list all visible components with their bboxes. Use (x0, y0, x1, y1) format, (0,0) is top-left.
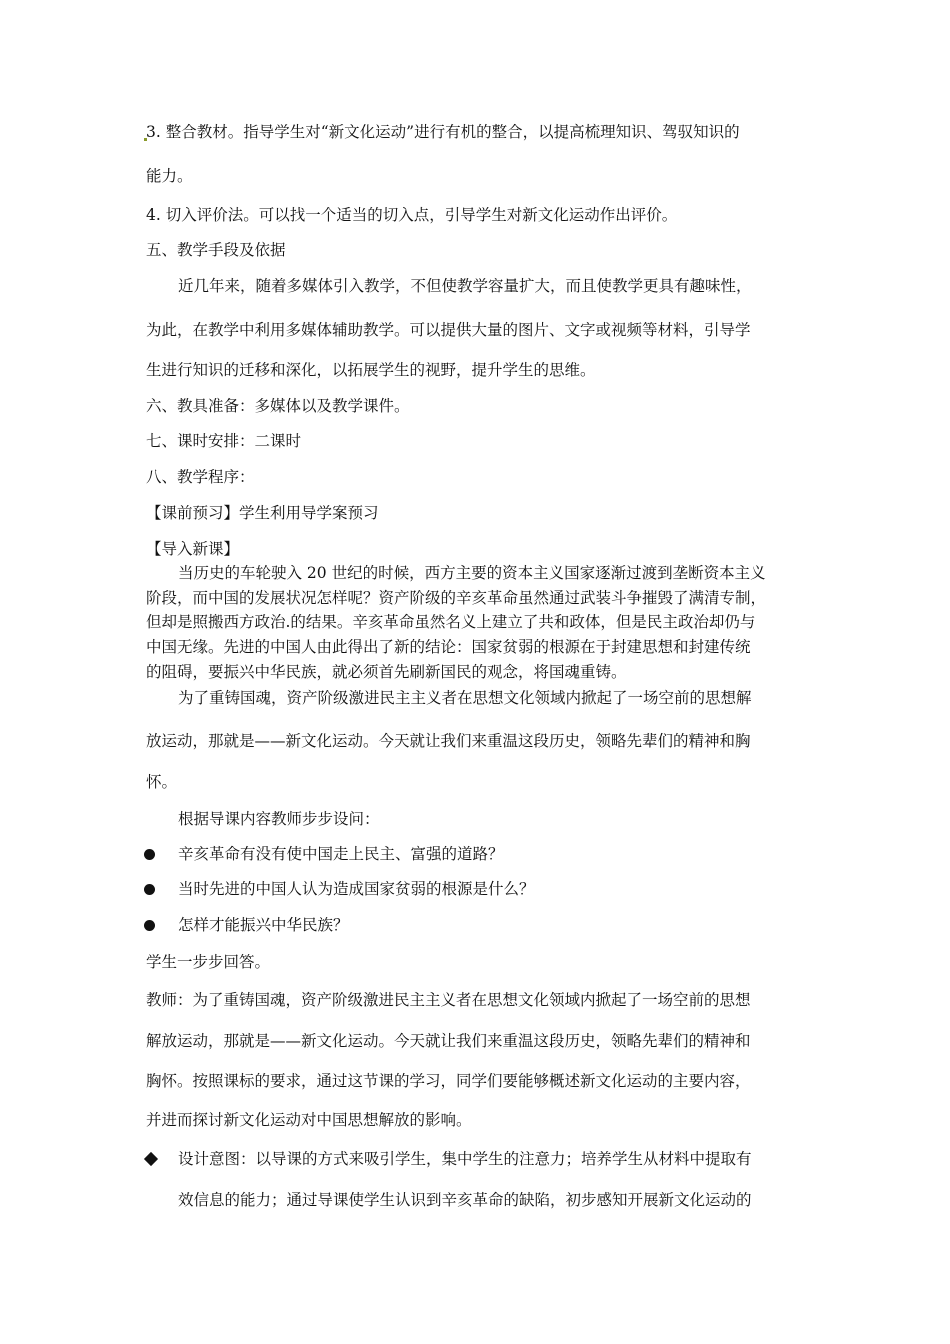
paragraph-line: 但却是照搬西方政治.的结果。辛亥革命虽然名义上建立了共和政体，但是民主政治却仍与 (146, 613, 756, 631)
paragraph-line: 并进而探讨新文化运动对中国思想解放的影响。 (146, 1111, 472, 1129)
paragraph-line: 根据导课内容教师步步设问： (178, 810, 380, 828)
paragraph-line: 学生一步步回答。 (146, 953, 271, 971)
section-heading: 八、教学程序： (146, 468, 255, 486)
paragraph-line: 当历史的车轮驶入 20 世纪的时候，西方主要的资本主义国家逐渐过渡到垄断资本主义 (178, 564, 766, 582)
paragraph-line: 能力。 (146, 167, 193, 185)
bullet-icon (144, 884, 155, 895)
paragraph-line: 3. 整合教材。指导学生对“新文化运动”进行有机的整合，以提高梳理知识、驾驭知识的 (146, 123, 740, 141)
paragraph-line: 阶段，而中国的发展状况怎样呢？资产阶级的辛亥革命虽然通过武装斗争摧毁了满清专制， (146, 589, 767, 607)
paragraph-line: 近几年来，随着多媒体引入教学，不但使教学容量扩大，而且使教学更具有趣味性， (178, 277, 752, 295)
section-heading: 七、课时安排：二课时 (146, 432, 302, 450)
list-item: 当时先进的中国人认为造成国家贫弱的根源是什么？ (178, 880, 535, 898)
bullet-icon (144, 849, 155, 860)
paragraph-line: 胸怀。按照课标的要求，通过这节课的学习，同学们要能够概述新文化运动的主要内容， (146, 1072, 751, 1090)
paragraph-line: 中国无缘。先进的中国人由此得出了新的结论：国家贫弱的根源在于封建思想和封建传统 (146, 638, 751, 656)
paragraph-line: 放运动，那就是——新文化运动。今天就让我们来重温这段历史，领略先辈们的精神和胸 (146, 732, 751, 750)
paragraph-line: 生进行知识的迁移和深化，以拓展学生的视野，提升学生的思维。 (146, 361, 596, 379)
list-item: 怎样才能振兴中华民族？ (178, 916, 349, 934)
paragraph-line: 怀。 (146, 773, 178, 791)
diamond-bullet-icon (144, 1152, 158, 1166)
paragraph-line: 解放运动，那就是——新文化运动。今天就让我们来重温这段历史，领略先辈们的精神和 (146, 1032, 751, 1050)
paragraph-line: 教师：为了重铸国魂，资产阶级激进民主主义者在思想文化领域内掀起了一场空前的思想 (146, 991, 751, 1009)
section-heading: 五、教学手段及依据 (146, 241, 286, 259)
design-intent-line: 设计意图：以导课的方式来吸引学生，集中学生的注意力；培养学生从材料中提取有 (178, 1150, 752, 1168)
design-intent-line: 效信息的能力；通过导课使学生认识到辛亥革命的缺陷，初步感知开展新文化运动的 (178, 1191, 752, 1209)
paragraph-line: 4. 切入评价法。可以找一个适当的切入点，引导学生对新文化运动作出评价。 (146, 206, 678, 224)
paragraph-line: 为了重铸国魂，资产阶级激进民主主义者在思想文化领域内掀起了一场空前的思想解 (178, 689, 752, 707)
paragraph-line: 为此，在教学中利用多媒体辅助教学。可以提供大量的图片、文字或视频等材料，引导学 (146, 321, 751, 339)
paragraph-line: 的阻碍，要振兴中华民族，就必须首先刷新国民的观念，将国魂重铸。 (146, 663, 627, 681)
list-item: 辛亥革命有没有使中国走上民主、富强的道路？ (178, 845, 504, 863)
subsection-heading: 【课前预习】学生利用导学案预习 (146, 504, 379, 522)
section-heading: 六、教具准备：多媒体以及教学课件。 (146, 397, 410, 415)
subsection-heading: 【导入新课】 (146, 540, 240, 558)
bullet-icon (144, 920, 155, 931)
